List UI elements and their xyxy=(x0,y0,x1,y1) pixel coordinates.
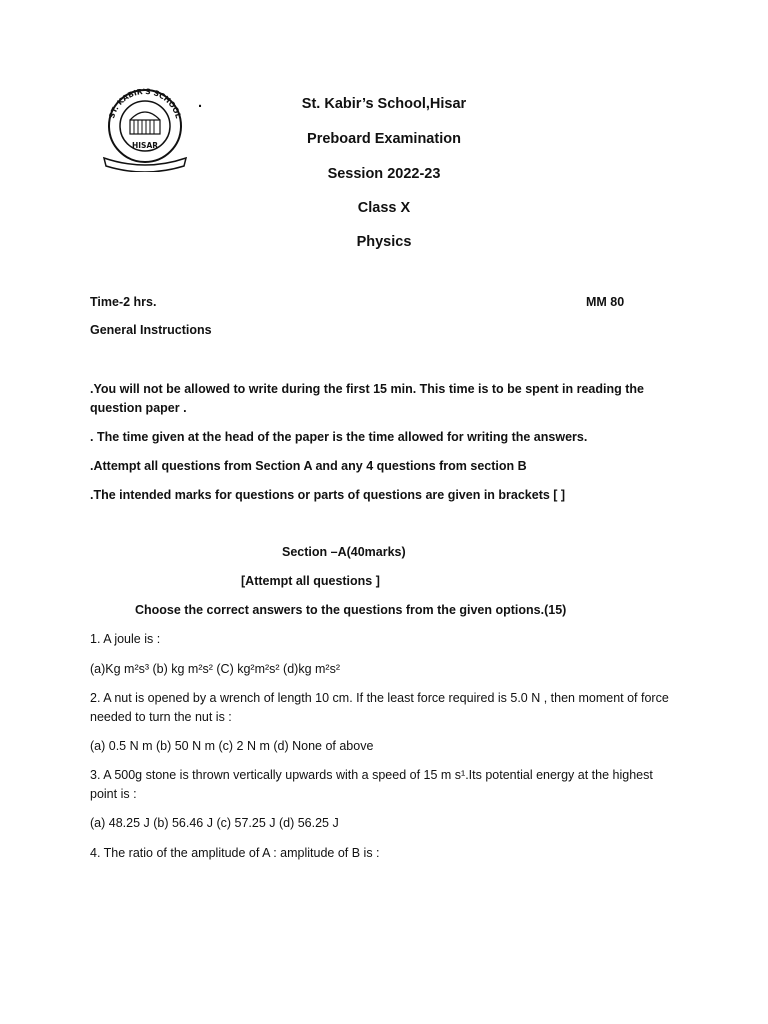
class-title: Class X xyxy=(357,200,411,216)
svg-text:ST. KABIR'S SCHOOL xyxy=(107,87,183,120)
school-logo xyxy=(100,86,190,172)
question-options: (a) 48.25 J (b) 56.46 J (c) 57.25 J (d) 56.25 J xyxy=(90,816,339,830)
question-text: 4. The ratio of the amplitude of A : amplitude of B is : xyxy=(90,846,380,860)
instruction-item: .You will not be allowed to write during the first 15 min. This time is to be spent in reading the question paper . xyxy=(90,382,644,415)
section-a-directive: Choose the correct answers to the questions from the given options.(15) xyxy=(135,603,567,617)
subject-title: Physics xyxy=(356,234,412,250)
school-crest-icon xyxy=(100,86,190,172)
school-name: St. Kabir’s School,Hisar xyxy=(301,96,467,112)
header-dot: . xyxy=(198,95,203,111)
logo-text-top: ST. KABIR'S SCHOOL xyxy=(107,86,183,120)
question-text: 3. A 500g stone is thrown vertically upwards with a speed of 15 m s¹.Its potential energy at the highest point is : xyxy=(90,768,653,801)
section-a-note: [Attempt all questions ] xyxy=(241,574,380,588)
question-options: (a)Kg m²s³ (b) kg m²s² (C) kg²m²s² (d)kg m²s² xyxy=(90,662,340,676)
question-text: 1. A joule is : xyxy=(90,632,161,646)
question-text: 2. A nut is opened by a wrench of length 10 cm. If the least force required is 5.0 N , then moment of force needed to turn the nut is : xyxy=(90,691,669,724)
section-a-title: Section –A(40marks) xyxy=(282,545,406,559)
logo-text-bottom: HISAR xyxy=(131,141,159,150)
question-options: (a) 0.5 N m (b) 50 N m (c) 2 N m (d) None of above xyxy=(90,739,374,753)
general-instructions-heading: General Instructions xyxy=(90,323,212,337)
max-marks: MM 80 xyxy=(586,295,625,309)
time-label: Time-2 hrs. xyxy=(90,295,157,309)
instruction-item: . The time given at the head of the paper is the time allowed for writing the answers. xyxy=(90,430,588,444)
session-title: Session 2022-23 xyxy=(327,166,441,182)
exam-title: Preboard Examination xyxy=(307,131,461,147)
instruction-item: .Attempt all questions from Section A and any 4 questions from section B xyxy=(90,459,527,473)
instruction-item: .The intended marks for questions or parts of questions are given in brackets [ ] xyxy=(90,488,566,502)
